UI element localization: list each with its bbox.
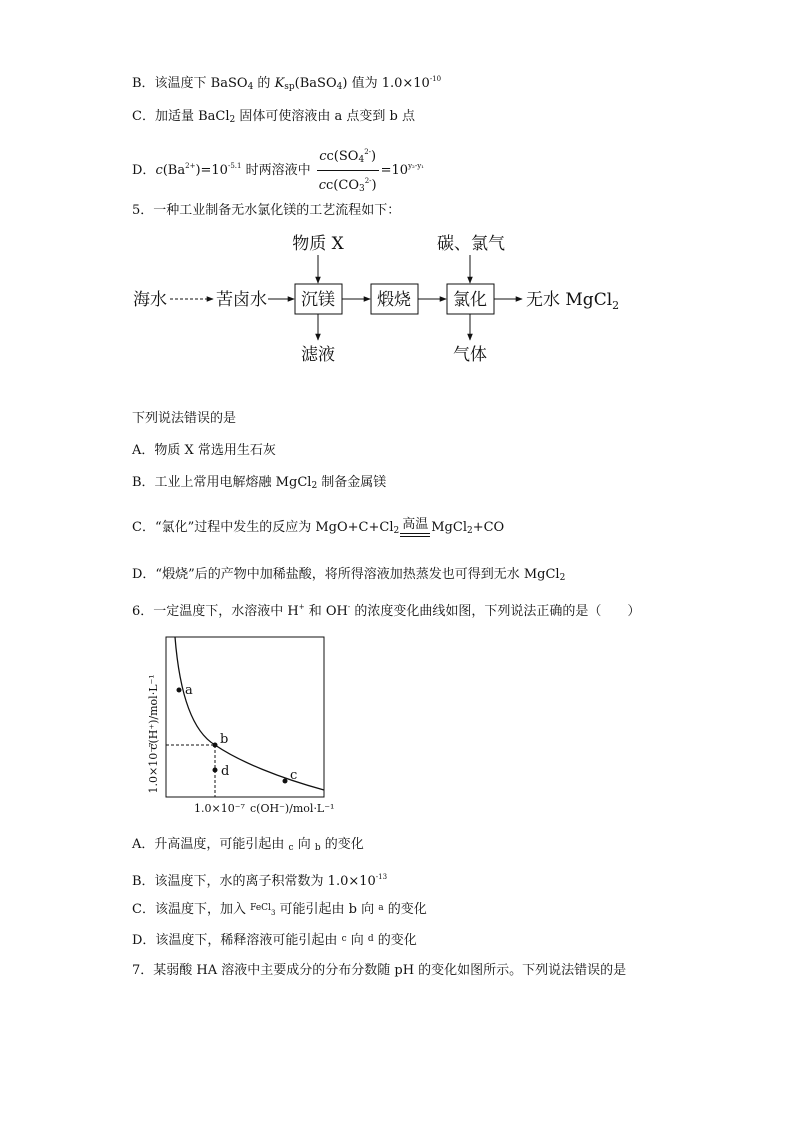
x-axis-label: c(OH⁻)/mol·L⁻¹ — [250, 802, 335, 815]
q6-option-c: C．该温度下，加入 $^{FeCl}$3 可能引起由 b 向 $^a$ 的变化 — [132, 902, 427, 917]
y-axis-label: c(H⁺)/mol·L⁻¹ — [147, 674, 160, 750]
reaction-condition: 高温 — [400, 518, 430, 540]
q4-option-b: B．该温度下 BaSO4 的 Ksp(BaSO4) 值为 $1.0\times 10^{-10}$ — [132, 75, 442, 92]
q5-option-d: D．“煅烧”后的产物中加稀盐酸，将所得溶液加热蒸发也可得到无水 MgCl2 — [132, 567, 566, 583]
point-d-dot — [213, 768, 218, 773]
flow-step3-label: 氯化 — [453, 290, 487, 310]
y-axis-tick: 1.0×10⁻⁷ — [147, 742, 160, 794]
q5-option-b: B．工业上常用电解熔融 MgCl2 制备金属镁 — [132, 475, 387, 491]
point-d-label: d — [221, 764, 230, 779]
flow-seawater: 海水 — [133, 290, 167, 310]
x-axis-tick: 1.0×10⁻⁷ — [194, 802, 245, 815]
flow-product: 无水 MgCl$_2$ — [526, 290, 620, 312]
q4-option-c: C．加适量 BaCl2 固体可使溶液由 a 点变到 b 点 — [132, 109, 415, 125]
graph-frame — [166, 637, 324, 797]
q4-option-d: D．$c(Ba^{2+})=10^{-5.1}$ 时两溶液中 $\frac{cc(SO4^{2-})}{cc(CO3^{2-})}$ $=10^{y_2-y_1}$ — [132, 142, 424, 199]
ratio-fraction: $\frac{cc(SO4^{2-})}{cc(CO3^{2-})}$ — [317, 142, 379, 199]
process-flowchart — [0, 0, 794, 400]
q5-option-a: A．物质 X 常选用生石灰 — [132, 443, 276, 458]
water-ion-graph — [0, 620, 794, 830]
q5-question: 下列说法错误的是 — [132, 411, 237, 426]
flow-input-carbon-chlorine: 碳、氯气 — [437, 234, 505, 254]
q6-stem: 6．一定温度下，水溶液中 H+ 和 OH- 的浓度变化曲线如图，下列说法正确的是（ ） — [132, 603, 641, 619]
flow-bittern: 苦卤水 — [216, 290, 267, 310]
point-a-dot — [177, 688, 182, 693]
point-a-label: a — [185, 683, 193, 698]
flow-output-gas: 气体 — [453, 345, 487, 365]
flow-output-filtrate: 滤液 — [301, 345, 335, 365]
q5-option-c: C．“氯化”过程中发生的反应为 MgO+C+Cl2 高温 MgCl2+CO — [132, 518, 504, 540]
point-c-dot — [283, 779, 288, 784]
q7-stem: 7．某弱酸 HA 溶液中主要成分的分布分数随 pH 的变化如图所示。下列说法错误的是 — [132, 963, 627, 978]
point-b-label: b — [220, 732, 229, 747]
point-c-label: c — [290, 768, 298, 783]
q6-option-b: B．该温度下，水的离子积常数为 $1.0\times 10^{-13}$ — [132, 873, 388, 889]
q5-stem: 5．一种工业制备无水氯化镁的工艺流程如下： — [132, 203, 401, 218]
flow-input-x: 物质 X — [292, 234, 344, 254]
q6-option-d: D．该温度下，稀释溶液可能引起由 $^c$ 向 $^d$ 的变化 — [132, 933, 417, 948]
flow-step1-label: 沉镁 — [301, 290, 335, 310]
flow-step2-label: 煅烧 — [377, 290, 411, 310]
q6-option-a: A．升高温度，可能引起由 c 向 b 的变化 — [132, 837, 364, 853]
point-b-dot — [213, 743, 218, 748]
graph-curve — [175, 637, 324, 790]
